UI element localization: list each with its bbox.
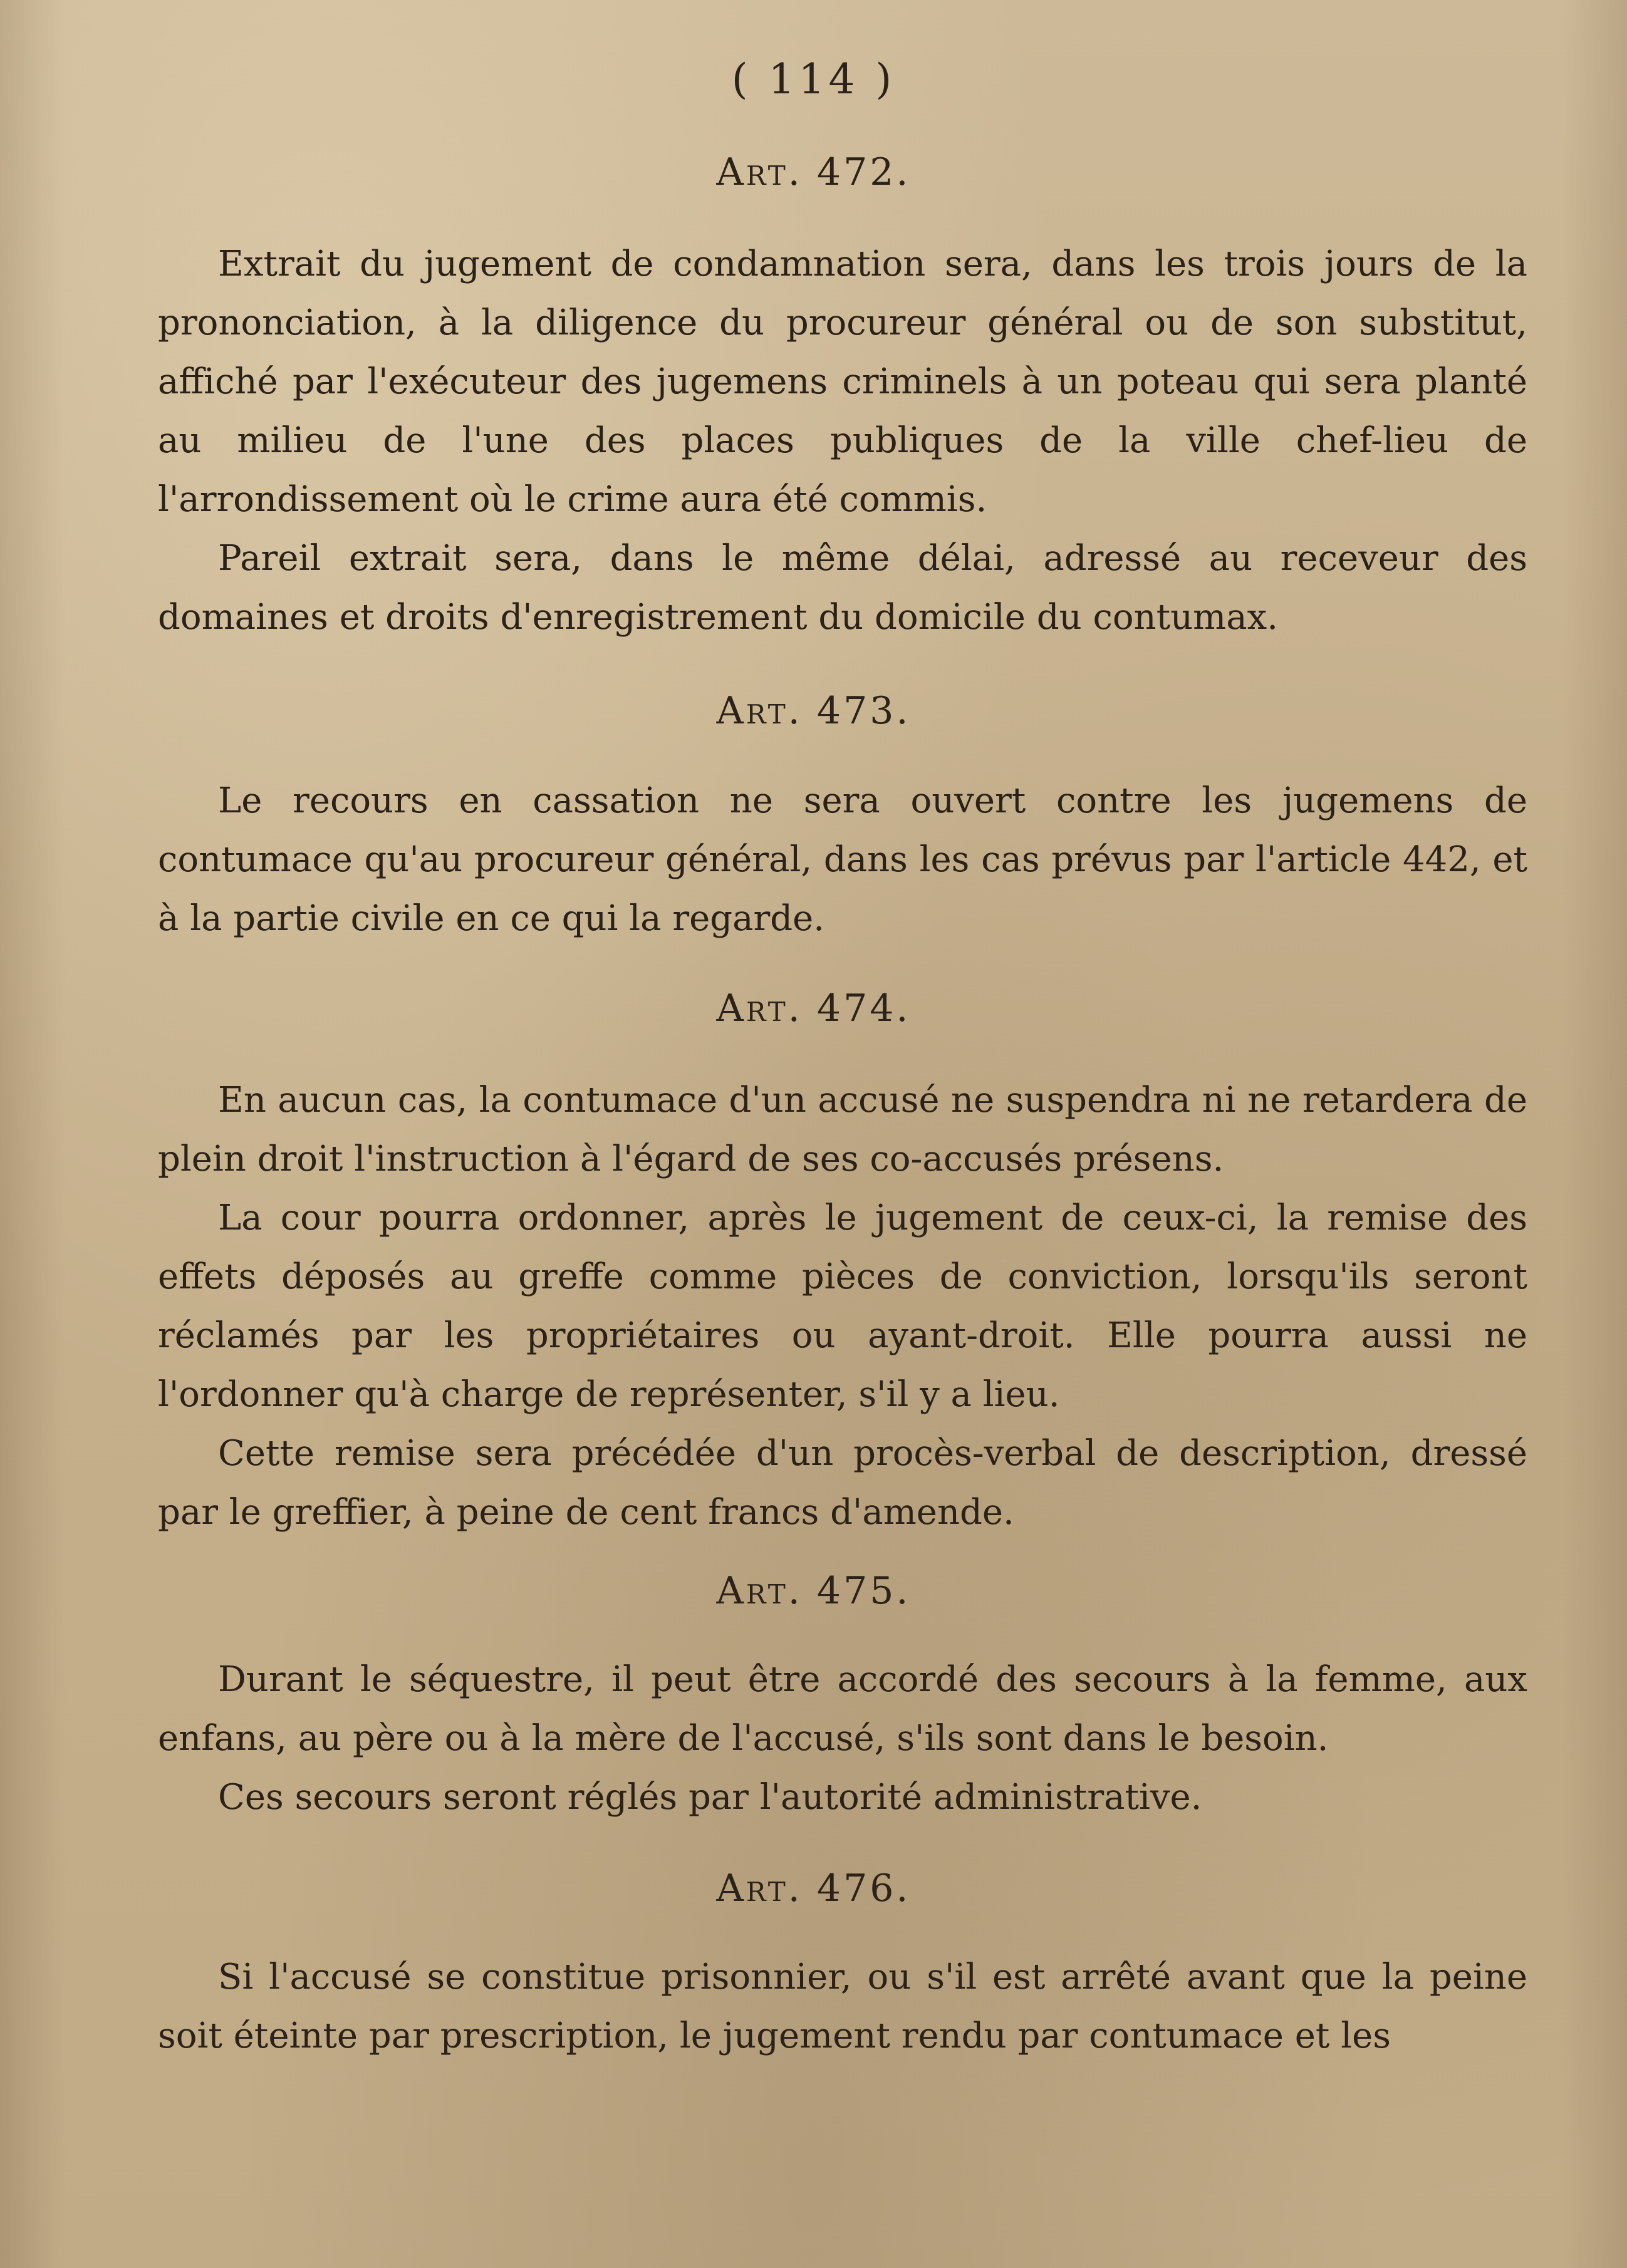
article-body-472 [158,235,1527,647]
article-474-paragraph-2: La cour pourra ordonner, après le jugement de ceux-ci, la remise des effets déposés au greffe comme pièces de conviction, lorsqu'ils seront réclamés par les propriétaires ou ayant-droit. Elle pourra aussi ne l'ordonner qu'à charge de représenter, s'il y a lieu. [158,1198,1527,1415]
article-body-475 [158,1650,1527,1827]
article-475-paragraph-1: Durant le séquestre, il peut être accordé des secours à la femme, aux enfans, au père ou à la mère de l'accusé, s'ils sont dans le besoin. [158,1659,1527,1759]
article-heading-476: Art. 476. [716,1867,911,1910]
article-473-paragraph-1: Le recours en cassation ne sera ouvert contre les jugemens de contumace qu'au procureur général, dans les cas prévus par l'article 442, et à la partie civile en ce qui la regarde. [158,780,1527,939]
article-474-paragraph-1: En aucun cas, la contumace d'un accusé ne suspendra ni ne retardera de plein droit l'instruction à l'égard de ses co-accusés présens. [158,1080,1527,1179]
article-472-paragraph-1: Extrait du jugement de condamnation sera, dans les trois jours de la prononciation, à la diligence du procureur général ou de son substitut, affiché par l'exécuteur des jugemens criminels à un poteau qui sera planté au milieu de l'une des places publiques de la ville chef-lieu de l'arrondissement où le crime aura été commis. [158,244,1527,520]
article-heading-473: Art. 473. [716,689,911,733]
article-heading-475: Art. 475. [716,1569,911,1613]
article-heading-474: Art. 474. [716,986,911,1030]
article-heading-472: Art. 472. [716,150,911,194]
article-472-paragraph-2: Pareil extrait sera, dans le même délai, adressé au receveur des domaines et droits d'enregistrement du domicile du contumax. [158,538,1527,638]
article-475-paragraph-2: Ces secours seront réglés par l'autorité administrative. [218,1777,1202,1818]
article-body-474 [158,1071,1527,1542]
article-474-paragraph-3: Cette remise sera précédée d'un procès-verbal de description, dressé par le greffier, à peine de cent francs d'amende. [158,1433,1527,1533]
page-number: ( 114 ) [731,55,896,103]
article-body-473 [158,772,1527,948]
article-476-paragraph-1: Si l'accusé se constitue prisonnier, ou s'il est arrêté avant que la peine soit éteinte par prescription, le jugement rendu par contumace et les [158,1957,1527,2056]
article-body-476 [158,1948,1527,2066]
